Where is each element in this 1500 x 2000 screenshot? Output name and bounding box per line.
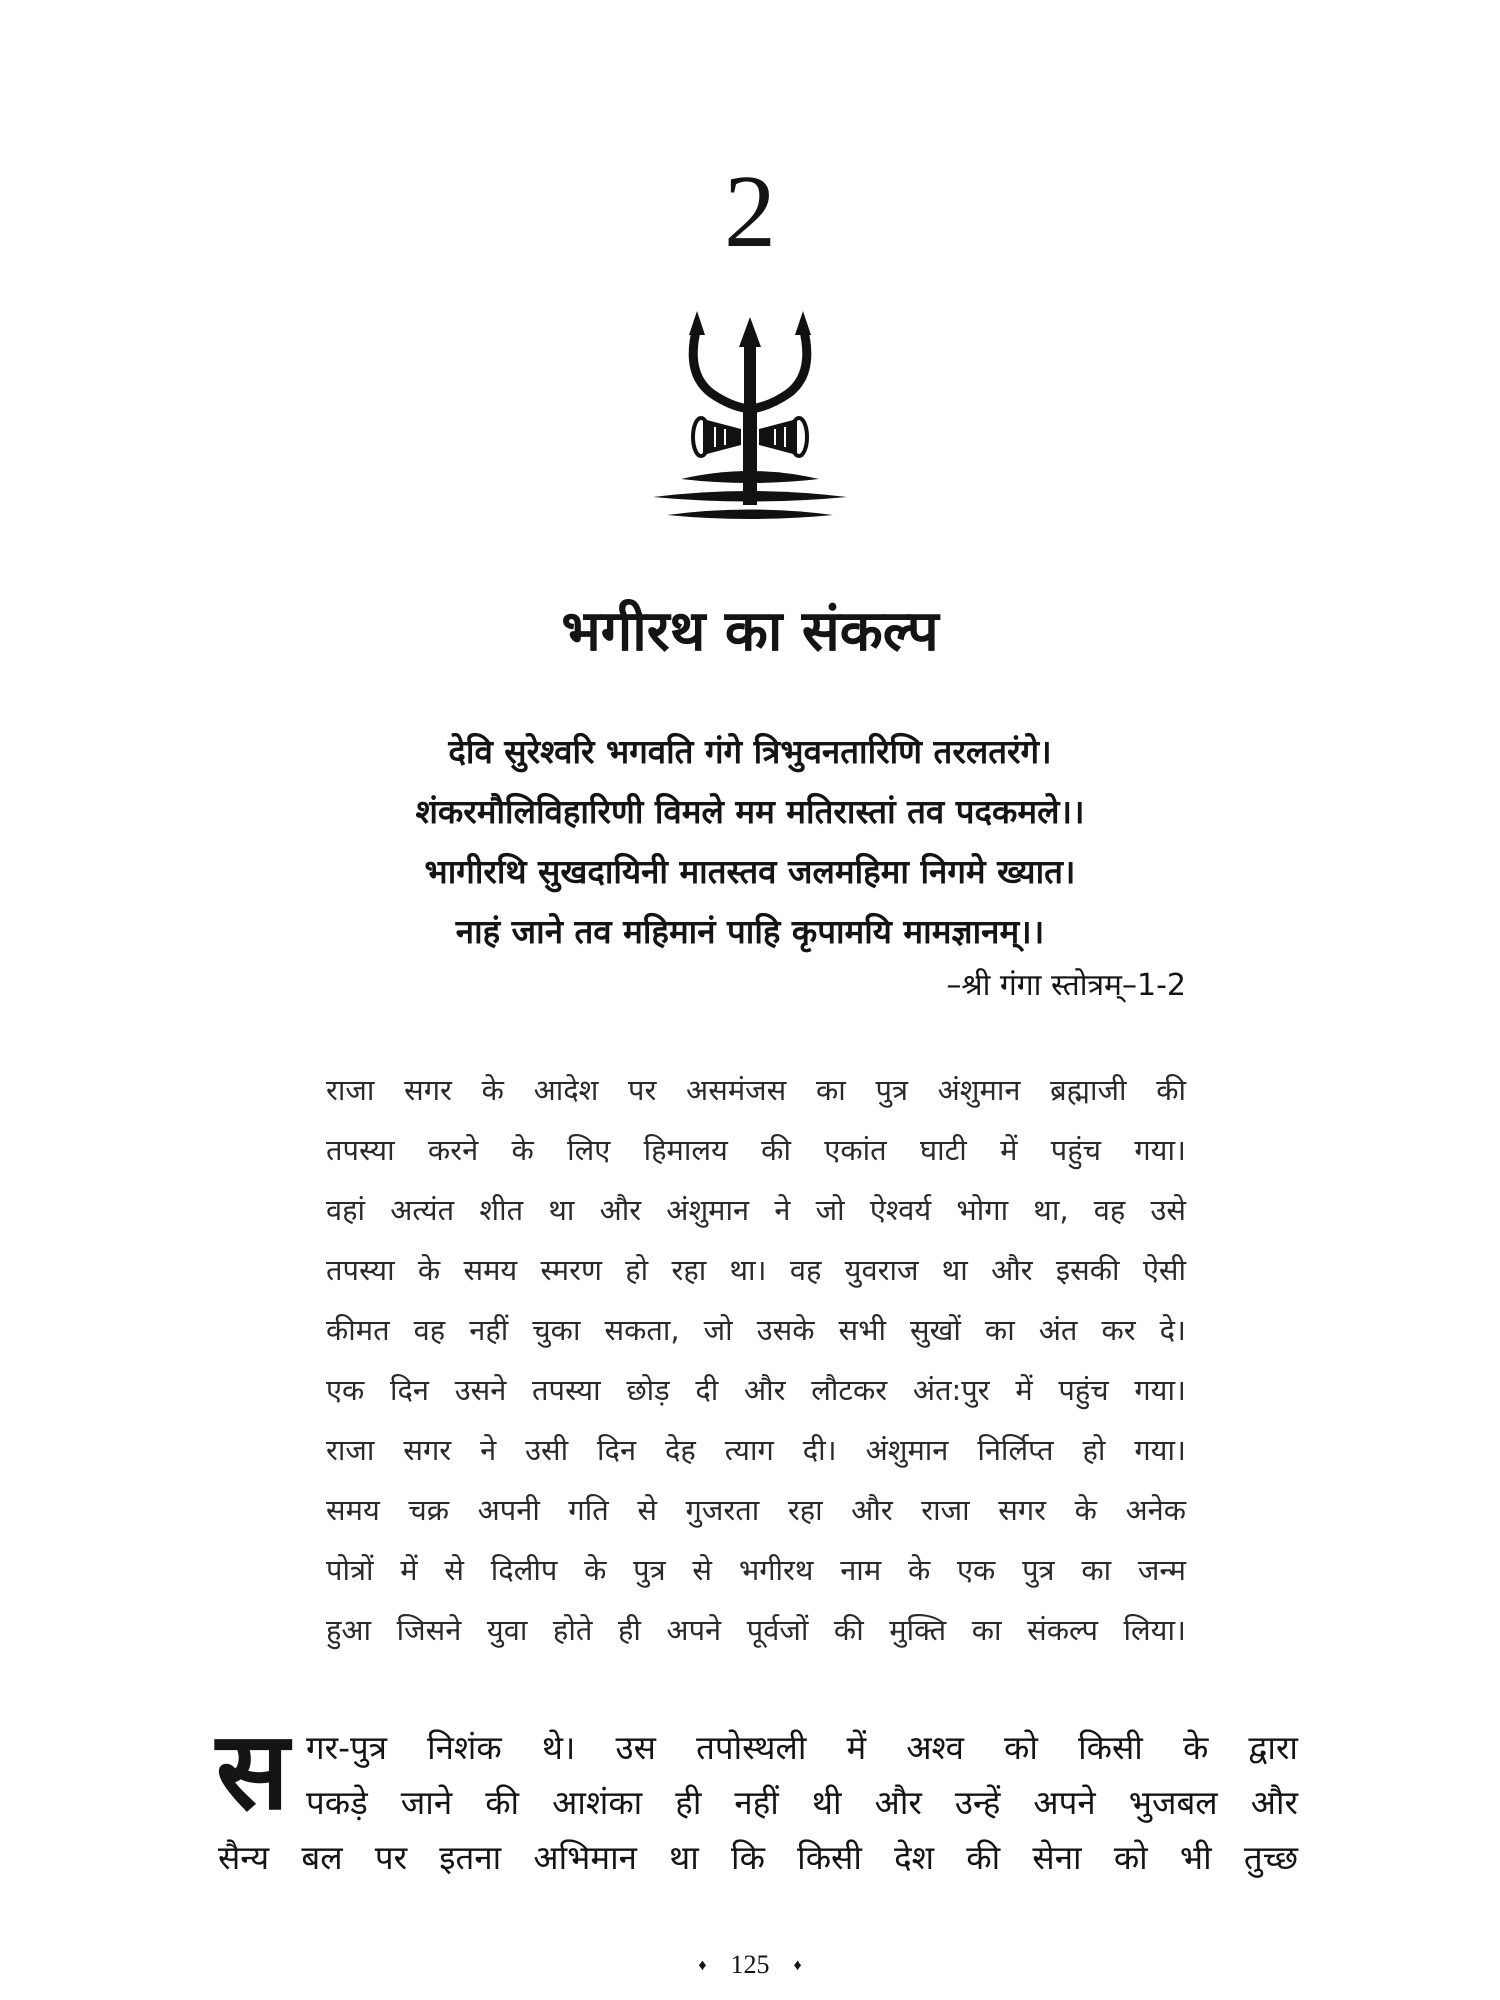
- summary-line: पोत्रों में से दिलीप के पुत्र से भगीरथ नाम के एक पुत्र का जन्म: [326, 1553, 1186, 1587]
- summary-line: तपस्या के समय स्मरण हो रहा था। वह युवराज था और इसकी ऐसी: [326, 1253, 1186, 1287]
- summary-line: राजा सगर ने उसी दिन देह त्याग दी। अंशुमान निर्लिप्त हो गया।: [326, 1433, 1186, 1467]
- body-paragraph: [216, 1709, 1298, 1885]
- body-line: गर-पुत्र निशंक थे। उस तपोस्थली में अश्व को किसी के द्वारा: [306, 1728, 1298, 1767]
- summary-line: समय चक्र अपनी गति से गुजरता रहा और राजा सगर के अनेक: [326, 1493, 1186, 1527]
- chapter-title: भगीरथ का संकल्प: [561, 599, 939, 664]
- body-line: सैन्य बल पर इतना अभिमान था कि किसी देश की सेना को भी तुच्छ: [218, 1838, 1298, 1877]
- summary-line: तपस्या करने के लिए हिमालय की एकांत घाटी में पहुंच गया।: [326, 1133, 1186, 1167]
- verse-citation: –श्री गंगा स्तोत्रम्–1-2: [946, 968, 1186, 1003]
- ornament-right: ♦: [793, 1957, 802, 1974]
- summary-line: राजा सगर के आदेश पर असमंजस का पुत्र अंशुमान ब्रह्माजी की: [326, 1073, 1186, 1107]
- chapter-number: 2: [724, 154, 776, 269]
- page-number: 125: [730, 1950, 770, 1979]
- summary-line: हुआ जिसने युवा होते ही अपने पूर्वजों की मुक्ति का संकल्प लिया।: [326, 1613, 1186, 1647]
- page-footer: [0, 1950, 1500, 1981]
- body-line: पकड़े जाने की आशंका ही नहीं थी और उन्हें अपने भुजबल और: [306, 1783, 1298, 1822]
- verse-line: देवि सुरेश्वरि भगवति गंगे त्रिभुवनतारिणि तरलतरंगे।: [448, 732, 1052, 771]
- trishul-damru-icon: [645, 305, 855, 525]
- verse-line: भागीरथि सुखदायिनी मातस्तव जलमहिमा निगमे ख्यात।: [424, 852, 1076, 891]
- drop-cap: स: [216, 1709, 290, 1834]
- verse-line: नाहं जाने तव महिमानं पाहि कृपामयि मामज्ञानम्।।: [455, 912, 1045, 951]
- verse-block: [250, 722, 1250, 962]
- verse-line: शंकरमौलिविहारिणी विमले मम मतिरास्तां तव पदकमले।।: [415, 792, 1085, 831]
- ornament-left: ♦: [698, 1957, 707, 1974]
- summary-line: कीमत वह नहीं चुका सकता, जो उसके सभी सुखों का अंत कर दे।: [326, 1313, 1186, 1347]
- summary-line: एक दिन उसने तपस्या छोड़ दी और लौटकर अंत:पुर में पहुंच गया।: [326, 1373, 1186, 1407]
- chapter-summary: [326, 1060, 1186, 1660]
- summary-line: वहां अत्यंत शीत था और अंशुमान ने जो ऐश्वर्य भोगा था, वह उसे: [326, 1193, 1186, 1227]
